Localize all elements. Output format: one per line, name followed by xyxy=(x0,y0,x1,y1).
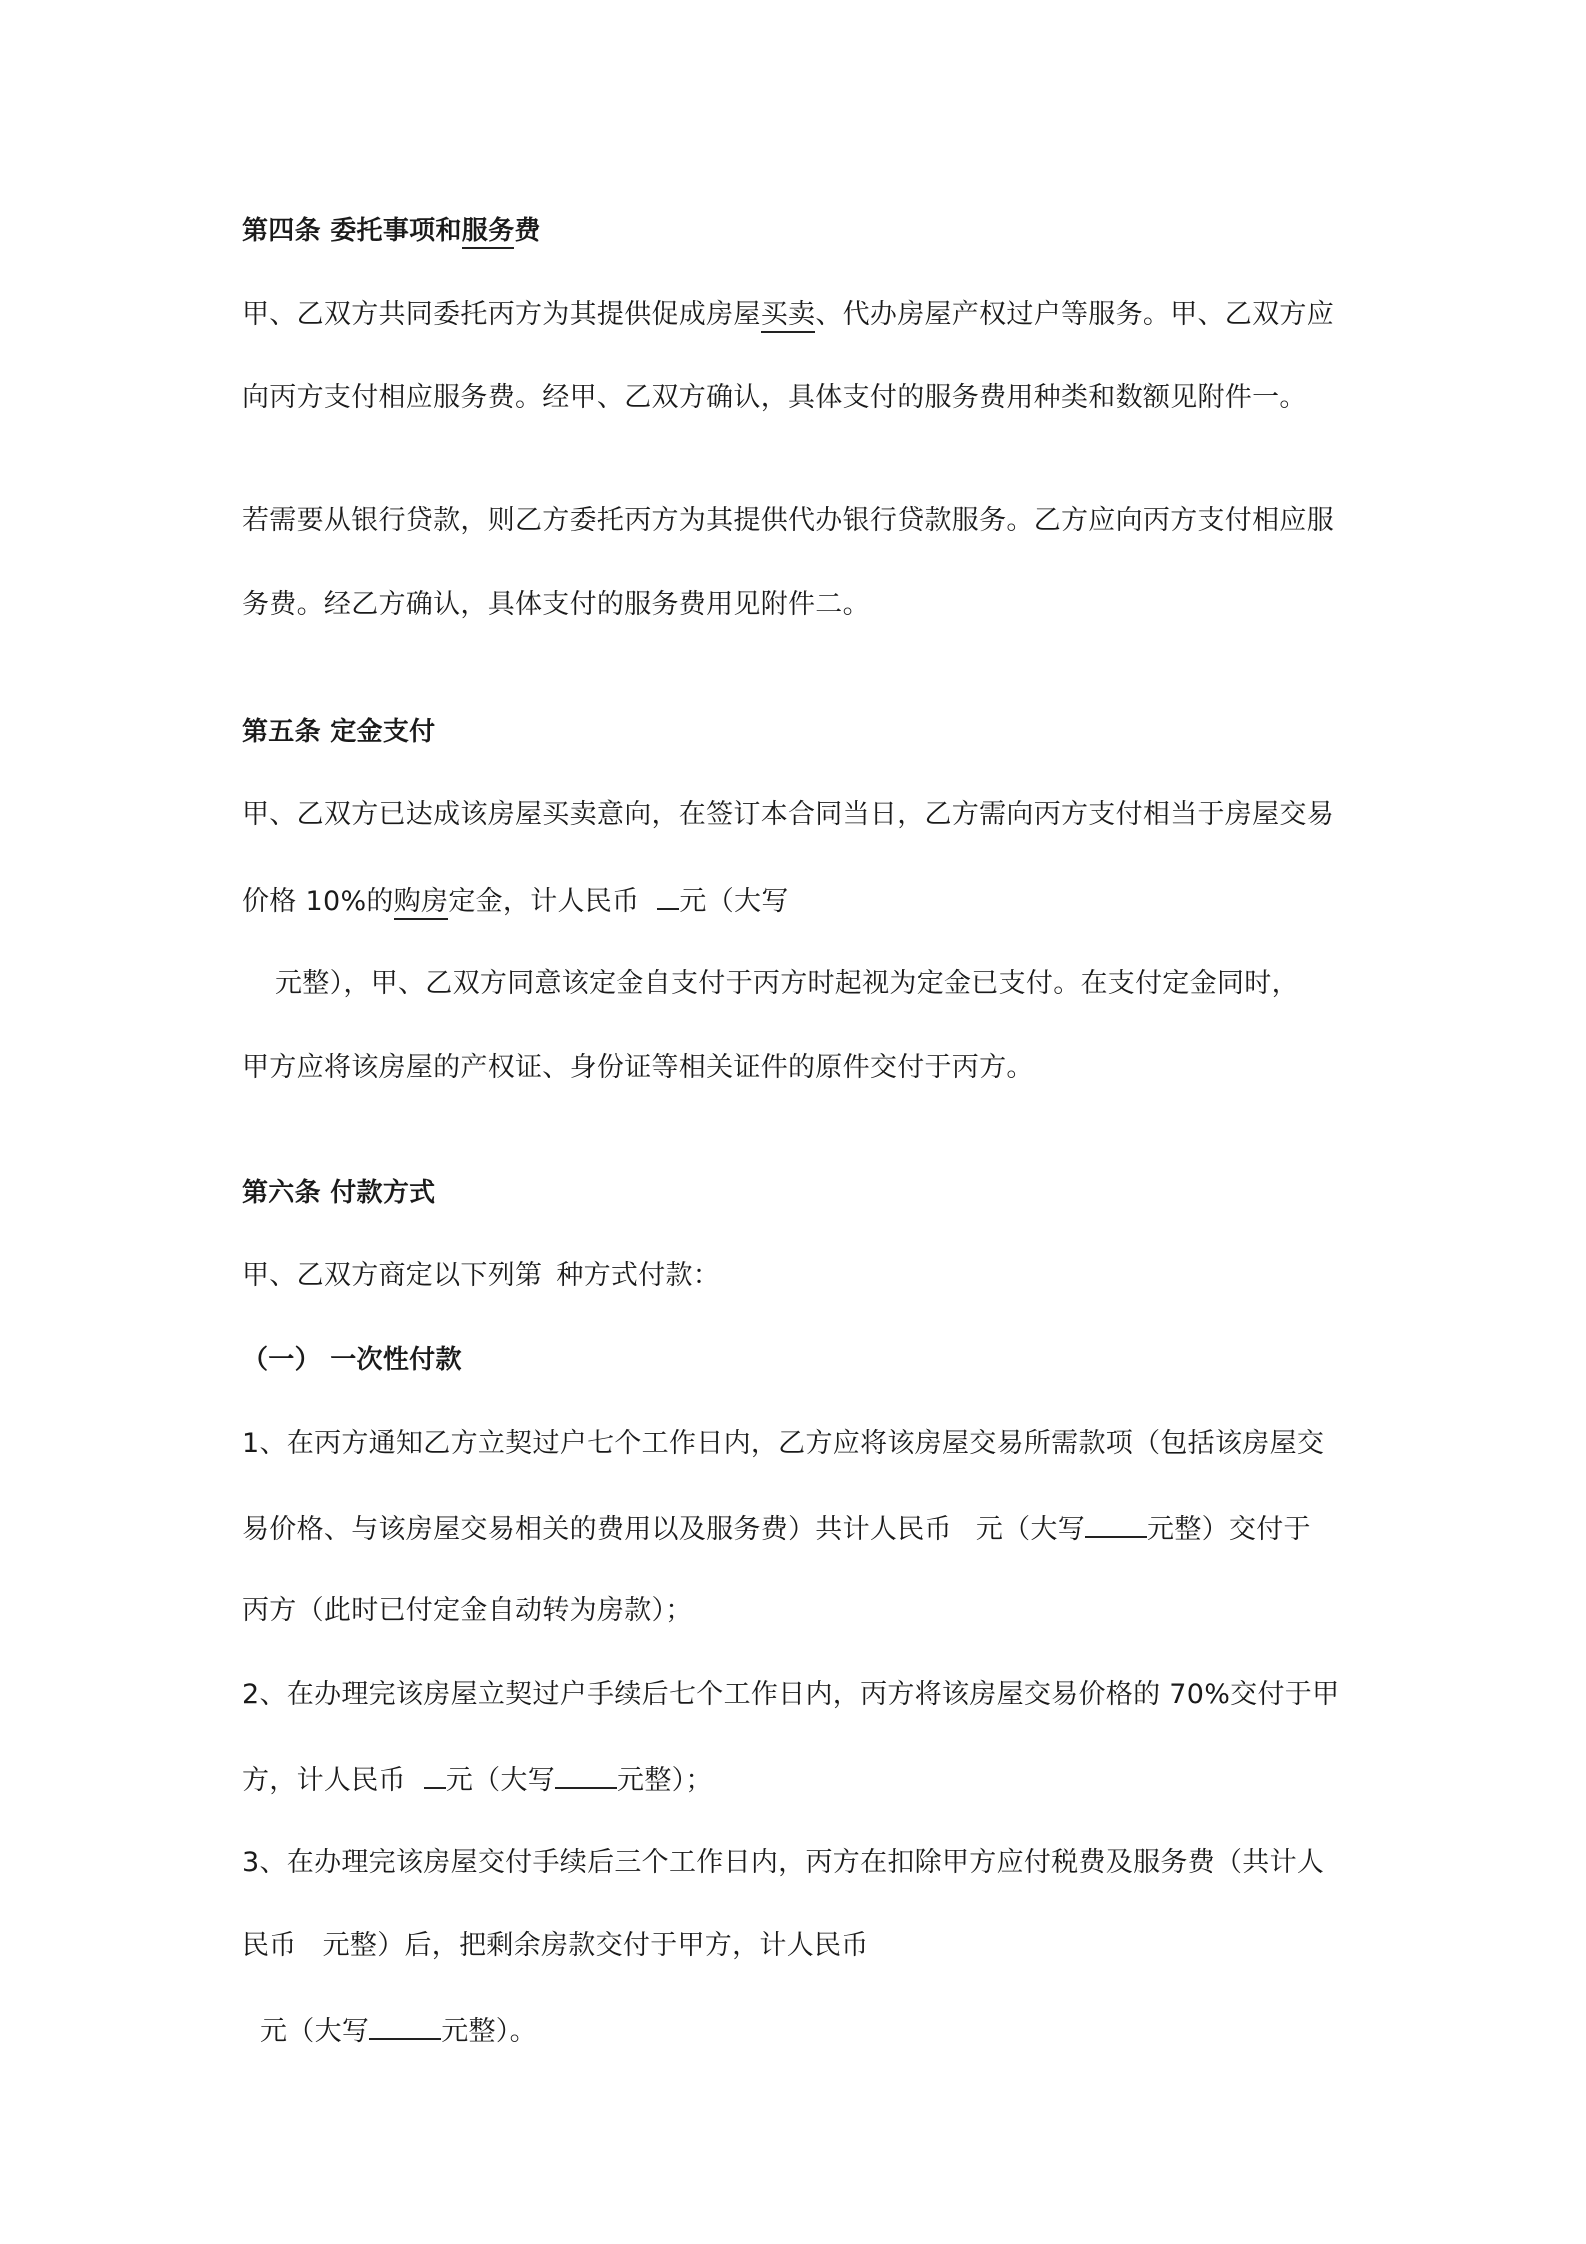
article6-item1-line2 xyxy=(242,1508,1311,1550)
article6-sub1: （一） 一次性付款 xyxy=(242,1345,462,1375)
article4-para2-line1: 若需要从银行贷款，则乙方委托丙方为其提供代办银行贷款服务。乙方应向丙方支付相应服 xyxy=(242,505,1334,536)
article6-intro-tail: 种方式付款： xyxy=(556,1260,721,1291)
article5-line4: 甲方应将该房屋的产权证、身份证等相关证件的原件交付于丙方。 xyxy=(242,1052,1034,1083)
article5-line2-mid: 定金，计人民币 xyxy=(448,886,640,917)
article5-line2-text: 价格 10%的 xyxy=(242,886,394,917)
article6-item2-line2-mid: 元（大写 xyxy=(445,1765,556,1796)
article6-item3-line3-text: 元（大写 xyxy=(260,2016,370,2047)
article6-item3-line2-tail: 元整）后，把剩余房款交付于甲方，计人民币 xyxy=(322,1930,869,1961)
article5-line1: 甲、乙双方已达成该房屋买卖意向，在签订本合同当日，乙方需向丙方支付相当于房屋交易 xyxy=(242,799,1334,830)
article6-item3-line3 xyxy=(260,2010,537,2052)
article6-item3-line1: 3、在办理完该房屋交付手续后三个工作日内，丙方在扣除甲方应付税费及服务费（共计人 xyxy=(242,1847,1325,1878)
article6-item1-line1: 1、在丙方通知乙方立契过户七个工作日内，乙方应将该房屋交易所需款项（包括该房屋交 xyxy=(242,1428,1325,1459)
article4-para1-line2: 向丙方支付相应服务费。经甲、乙双方确认，具体支付的服务费用种类和数额见附件一。 xyxy=(242,382,1307,413)
article6-item2-line2 xyxy=(242,1759,713,1801)
article6-item2-line2-text: 方，计人民币 xyxy=(242,1765,406,1796)
article6-intro-text: 甲、乙双方商定以下列第 xyxy=(242,1260,543,1291)
article5-line3: 元整），甲、乙双方同意该定金自支付于丙方时起视为定金已支付。在支付定金同时， xyxy=(275,968,1299,999)
article4-para1-line1 xyxy=(242,295,1334,335)
article6-intro xyxy=(242,1256,720,1296)
article4-para1-text: 甲、乙双方共同委托丙方为其提供促成房屋 xyxy=(242,299,761,330)
article6-item3-line2-text: 民币 xyxy=(242,1930,297,1961)
amount-blank[interactable] xyxy=(369,2010,441,2040)
article6-item3-line3-tail: 元整）。 xyxy=(441,2016,537,2047)
article6-item3-line2 xyxy=(242,1926,869,1966)
article4-para1-underlined: 买卖 xyxy=(761,299,816,333)
article4-heading-tail: 费 xyxy=(514,216,541,246)
article6-item1-line2-mid: 元（大写 xyxy=(975,1514,1086,1545)
article6-item1-line3: 丙方（此时已付定金自动转为房款）； xyxy=(242,1595,693,1626)
amount-blank[interactable] xyxy=(1085,1508,1147,1538)
article6-item2-line2-tail: 元整）； xyxy=(617,1765,713,1796)
article4-para1-tail: 、代办房屋产权过户等服务。甲、乙双方应 xyxy=(815,299,1335,330)
article5-line2 xyxy=(242,880,789,922)
article6-item1-line2-tail: 元整）交付于 xyxy=(1147,1514,1311,1545)
article5-line2-tail: 元（大写 xyxy=(679,886,789,917)
amount-blank[interactable] xyxy=(555,1759,617,1789)
article4-heading xyxy=(242,211,541,251)
article4-heading-underlined: 服务 xyxy=(462,216,515,249)
article6-heading: 第六条 付款方式 xyxy=(242,1178,436,1208)
amount-blank[interactable] xyxy=(657,880,679,910)
article5-line2-underlined: 购房 xyxy=(394,886,449,920)
article6-item1-line2-text: 易价格、与该房屋交易相关的费用以及服务费）共计人民币 xyxy=(242,1514,952,1545)
article6-item2-line1: 2、在办理完该房屋立契过户手续后七个工作日内，丙方将该房屋交易价格的 70%交付于甲 xyxy=(242,1679,1340,1710)
amount-blank[interactable] xyxy=(424,1759,446,1789)
article5-heading: 第五条 定金支付 xyxy=(242,717,436,747)
article4-para2-line2: 务费。经乙方确认，具体支付的服务费用见附件二。 xyxy=(242,589,870,620)
article4-heading-text: 第四条 委托事项和 xyxy=(242,216,462,246)
